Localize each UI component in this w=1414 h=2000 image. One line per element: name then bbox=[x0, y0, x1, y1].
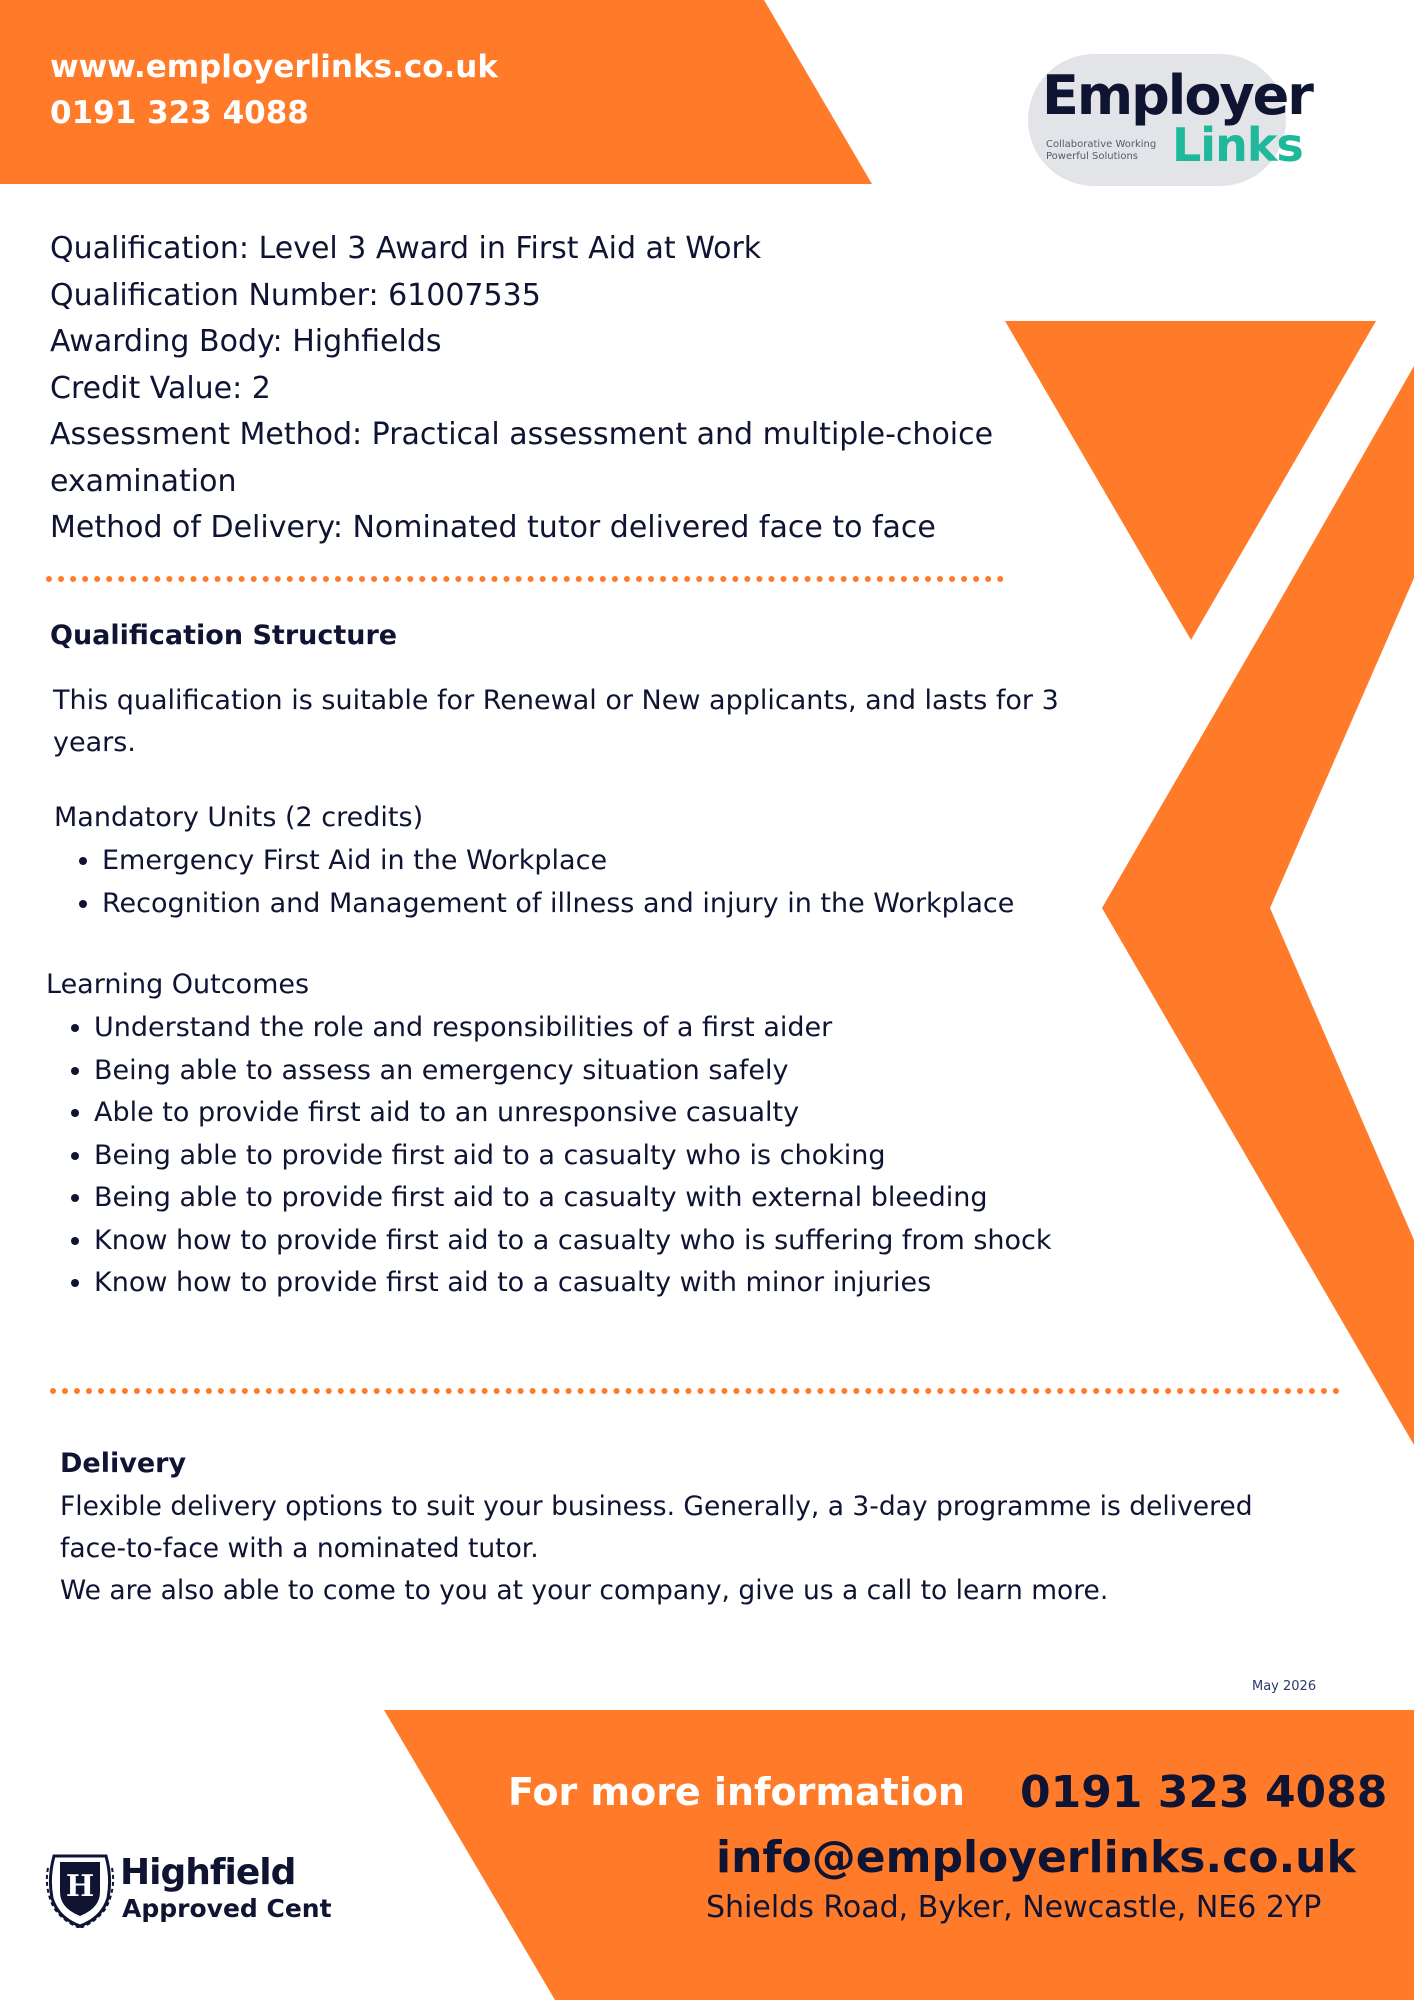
header-phone[interactable]: 0191 323 4088 bbox=[50, 95, 309, 131]
structure-intro bbox=[53, 680, 1059, 764]
learning-outcome: • Being able to provide first aid to a casualty with external bleeding bbox=[94, 1177, 1052, 1220]
header-contact bbox=[50, 44, 498, 136]
learning-outcome: • Being able to provide first aid to a casualty who is choking bbox=[94, 1135, 1052, 1178]
mandatory-unit: • Emergency First Aid in the Workplace bbox=[102, 840, 1014, 883]
credit-value: Credit Value: 2 bbox=[50, 370, 271, 406]
delivery-line-2: face-to-face with a nominated tutor. bbox=[60, 1533, 539, 1564]
logo-word-employer: Employer bbox=[1042, 64, 1312, 127]
highfield-approved-logo bbox=[44, 1848, 332, 1930]
more-info-label: For more information bbox=[508, 1770, 965, 1814]
mandatory-unit: • Recognition and Management of illness and injury in the Workplace bbox=[102, 883, 1014, 926]
footer-email[interactable]: info@employerlinks.co.uk bbox=[716, 1832, 1356, 1883]
logo-tagline-1: Collaborative Working bbox=[1046, 139, 1157, 150]
header-website[interactable]: www.employerlinks.co.uk bbox=[50, 49, 498, 85]
learning-outcomes-heading: Learning Outcomes bbox=[46, 969, 310, 1000]
assessment-method-cont: examination bbox=[50, 463, 237, 499]
employer-links-logo bbox=[1024, 54, 1314, 186]
logo-word-links: Links bbox=[1172, 118, 1303, 172]
qualification-number: Qualification Number: 61007535 bbox=[50, 277, 541, 313]
qualification-info bbox=[50, 226, 993, 552]
logo-tagline-2: Powerful Solutions bbox=[1046, 151, 1138, 162]
learning-outcome: • Being able to assess an emergency situation safely bbox=[94, 1050, 1052, 1093]
learning-outcome: • Know how to provide first aid to a casualty who is suffering from shock bbox=[94, 1220, 1052, 1263]
mandatory-units-heading: Mandatory Units (2 credits) bbox=[54, 802, 424, 833]
learning-outcomes-list bbox=[46, 1007, 1052, 1305]
learning-outcome: • Know how to provide first aid to a casualty with minor injuries bbox=[94, 1262, 1052, 1305]
dotted-divider-2 bbox=[50, 1388, 1340, 1394]
structure-title: Qualification Structure bbox=[50, 620, 398, 651]
delivery-line-3: We are also able to come to you at your company, give us a call to learn more. bbox=[60, 1575, 1109, 1606]
highfield-sub: Approved Cent bbox=[122, 1894, 332, 1923]
highfield-crest-icon bbox=[44, 1848, 116, 1928]
logo-tagline bbox=[1046, 139, 1156, 163]
learning-outcome: • Understand the role and responsibilities of a first aider bbox=[94, 1007, 1052, 1050]
mandatory-units-list bbox=[54, 840, 1014, 925]
footer-phone[interactable]: 0191 323 4088 bbox=[1020, 1767, 1388, 1818]
delivery-title: Delivery bbox=[60, 1448, 187, 1479]
awarding-body: Awarding Body: Highfields bbox=[50, 324, 442, 359]
crest-letter: H bbox=[65, 1869, 95, 1904]
qualification-title: Qualification: Level 3 Award in First Aid at Work bbox=[50, 231, 762, 266]
delivery-method: Method of Delivery: Nominated tutor delivered face to face bbox=[50, 510, 936, 545]
learning-outcome: • Able to provide first aid to an unresponsive casualty bbox=[94, 1092, 1052, 1135]
dotted-divider-1 bbox=[46, 576, 1004, 582]
structure-intro-2: years. bbox=[53, 727, 136, 758]
delivery-line-1: Flexible delivery options to suit your business. Generally, a 3-day programme is delivered bbox=[60, 1491, 1253, 1522]
assessment-method: Assessment Method: Practical assessment and multiple-choice bbox=[50, 417, 994, 452]
delivery-text bbox=[60, 1486, 1253, 1612]
structure-intro-1: This qualification is suitable for Renewal or New applicants, and lasts for 3 bbox=[53, 685, 1059, 716]
footer-address: Shields Road, Byker, Newcastle, NE6 2YP bbox=[706, 1890, 1322, 1925]
issue-date: May 2026 bbox=[1252, 1679, 1317, 1694]
highfield-name: Highfield bbox=[120, 1852, 296, 1893]
